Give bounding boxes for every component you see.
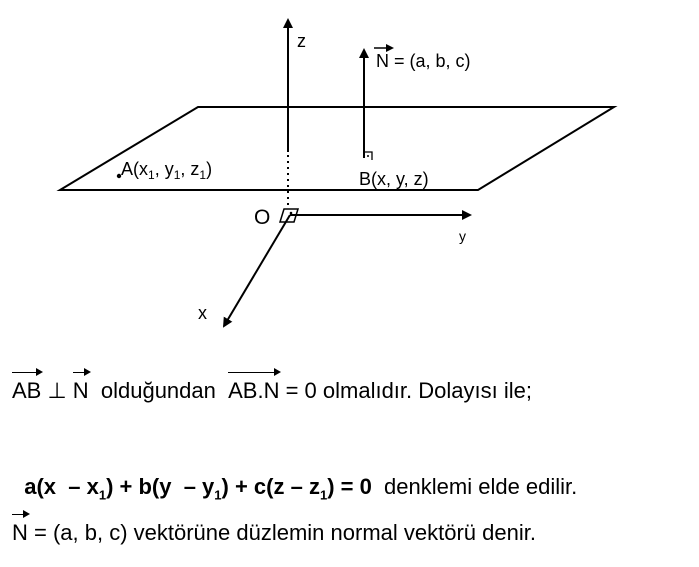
vector-n-definition: N <box>12 520 28 545</box>
statement-end: = 0 olmalıdır. Dolayısı ile; <box>279 378 532 403</box>
definition-text: = (a, b, c) vektörüne düzlemin normal vektörü denir. <box>27 520 536 545</box>
perpendicular-statement <box>0 378 699 404</box>
vector-ab: AB <box>12 378 42 403</box>
plane-equation: $a(x - x_1) + b(y - y_1) + c(z - z_1) = 0$ denklemi elde edilir. <box>24 474 578 503</box>
normal-right-angle-marker <box>364 152 372 160</box>
statement-middle: olduğundan <box>88 378 229 403</box>
equation-description: denklemi elde edilir. <box>371 474 578 499</box>
point-b-label: B(x, y, z) <box>359 169 429 189</box>
normal-label-group <box>374 44 471 71</box>
perp-symbol: ⊥ <box>41 378 73 403</box>
x-axis <box>224 215 290 326</box>
z-axis-label: z <box>297 31 306 51</box>
y-axis-label: y <box>459 228 466 244</box>
normal-vector-definition <box>0 520 699 546</box>
origin-label: O <box>254 206 271 229</box>
normal-label: N = (a, b, c) <box>376 51 471 71</box>
vector-ab-dot-n: AB.N <box>228 378 280 403</box>
x-axis-label: x <box>198 303 207 323</box>
vector-n: N <box>72 378 89 403</box>
point-a-label: $A(x_1$, $y_1$, $z_1$) <box>121 159 213 182</box>
equation-part: a(x – x <box>24 474 99 499</box>
